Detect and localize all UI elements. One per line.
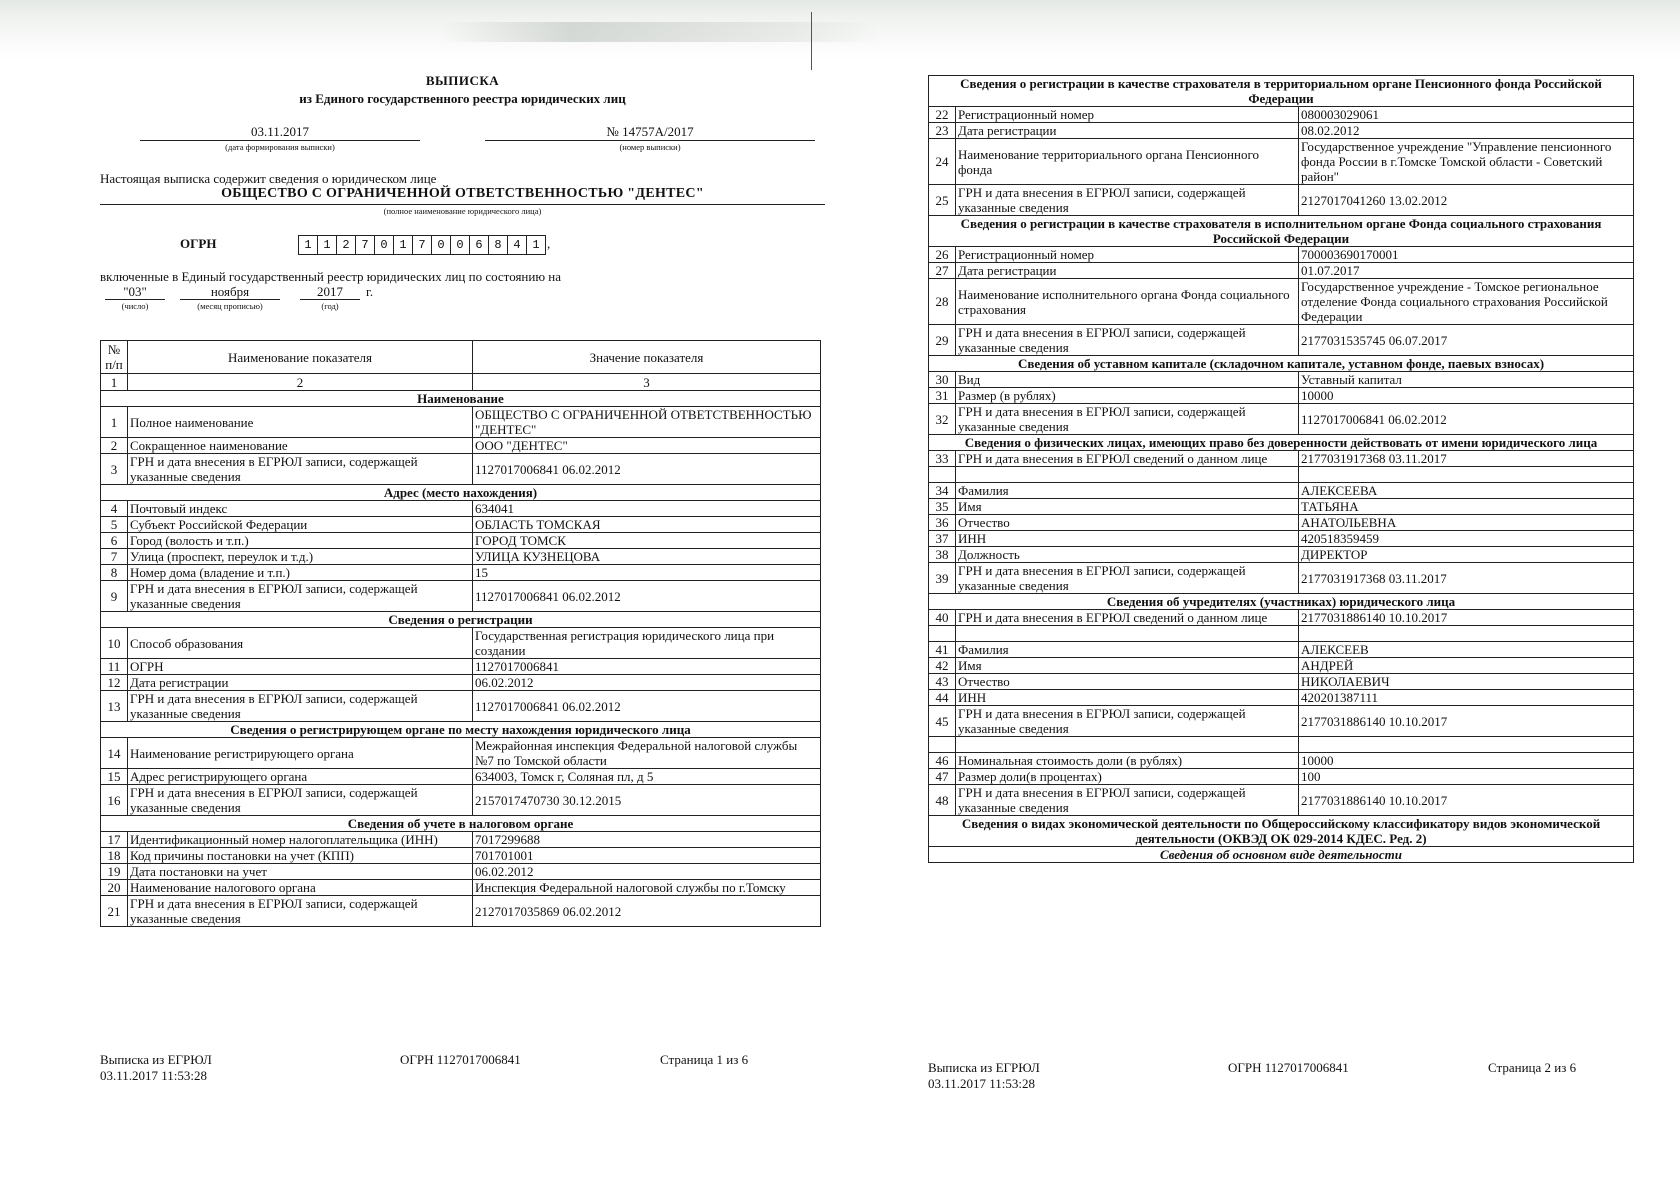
ogrn-digit: 1 bbox=[532, 238, 540, 252]
table-row bbox=[929, 769, 1634, 785]
section-header: Сведения о физических лицах, имеющих право без доверенности действовать от имени юридического лица bbox=[929, 435, 1634, 451]
footer-timestamp-p1: 03.11.2017 11:53:28 bbox=[100, 1068, 208, 1083]
section-row bbox=[101, 485, 821, 501]
section-header: Сведения о видах экономической деятельности по Общероссийскому классификатору видов экономической деятельности (ОКВЭД ОК 029-2014 КДЕС. Ред. 2) bbox=[929, 816, 1634, 847]
table-row bbox=[101, 785, 821, 816]
row-number: 43 bbox=[929, 674, 956, 690]
blank-row bbox=[929, 626, 1634, 642]
intro-text: Настоящая выписка содержит сведения о юридическом лице bbox=[100, 171, 437, 186]
table-row bbox=[101, 565, 821, 581]
row-label: Дата постановки на учет bbox=[128, 864, 473, 880]
table-row bbox=[101, 517, 821, 533]
table-row bbox=[929, 139, 1634, 185]
row-label: Фамилия bbox=[956, 483, 1299, 499]
section-header: Сведения о регистрации bbox=[101, 612, 821, 628]
table-row bbox=[929, 753, 1634, 769]
table-row bbox=[929, 325, 1634, 356]
row-label: ГРН и дата внесения в ЕГРЮЛ записи, содержащей указанные сведения bbox=[128, 896, 473, 927]
row-label: Адрес регистрирующего органа bbox=[128, 769, 473, 785]
row-number: 9 bbox=[101, 581, 128, 612]
row-value: УЛИЦА КУЗНЕЦОВА bbox=[473, 549, 821, 565]
table-row bbox=[929, 706, 1634, 737]
ogrn-digit: 0 bbox=[451, 236, 470, 254]
footer-ogrn-p1: ОГРН 1127017006841 bbox=[400, 1052, 521, 1067]
registry-table-page-1 bbox=[100, 340, 821, 927]
blank-row bbox=[929, 737, 1634, 753]
document-subtitle: из Единого государственного реестра юридических лиц bbox=[299, 91, 626, 106]
row-number: 22 bbox=[929, 107, 956, 123]
section-row bbox=[929, 816, 1634, 847]
table-row bbox=[929, 674, 1634, 690]
section-row bbox=[101, 722, 821, 738]
row-number: 28 bbox=[929, 279, 956, 325]
ogrn-digit: 1 bbox=[318, 236, 337, 254]
row-value: 2127017041260 13.02.2012 bbox=[1299, 185, 1634, 216]
row-label: Фамилия bbox=[956, 642, 1299, 658]
row-value: ТАТЬЯНА bbox=[1299, 499, 1634, 515]
ogrn-digit: 1 bbox=[299, 236, 318, 254]
row-number: 46 bbox=[929, 753, 956, 769]
row-label: ОГРН bbox=[128, 659, 473, 675]
table-row bbox=[929, 247, 1634, 263]
ogrn-digit: 4 bbox=[508, 236, 527, 254]
state-day: "03" bbox=[123, 284, 147, 299]
row-label: Дата регистрации bbox=[956, 263, 1299, 279]
row-number: 35 bbox=[929, 499, 956, 515]
row-value: АЛЕКСЕЕВ bbox=[1299, 642, 1634, 658]
row-number: 11 bbox=[101, 659, 128, 675]
section-row bbox=[929, 76, 1634, 107]
row-number: 21 bbox=[101, 896, 128, 927]
table-row bbox=[929, 515, 1634, 531]
row-label: ГРН и дата внесения в ЕГРЮЛ записи, содержащей указанные сведения bbox=[956, 325, 1299, 356]
row-number: 31 bbox=[929, 388, 956, 404]
ogrn-digit: 2 bbox=[337, 236, 356, 254]
row-value: 10000 bbox=[1299, 753, 1634, 769]
table-row bbox=[101, 533, 821, 549]
section-header: Сведения об учете в налоговом органе bbox=[101, 816, 821, 832]
row-label: Отчество bbox=[956, 515, 1299, 531]
day-caption: (число) bbox=[121, 301, 149, 311]
table-row bbox=[101, 848, 821, 864]
footer-timestamp-p2: 03.11.2017 11:53:28 bbox=[928, 1076, 1036, 1091]
statement-date: 03.11.2017 bbox=[250, 124, 310, 139]
ogrn-digit-boxes bbox=[298, 235, 546, 255]
row-label: Имя bbox=[956, 499, 1299, 515]
row-value: Государственное учреждение - Томское региональное отделение Фонда социального страхования Российской Федерации bbox=[1299, 279, 1634, 325]
section-row bbox=[929, 435, 1634, 451]
row-number: 13 bbox=[101, 691, 128, 722]
row-value: ГОРОД ТОМСК bbox=[473, 533, 821, 549]
header-index-1: 1 bbox=[101, 374, 128, 391]
row-number: 41 bbox=[929, 642, 956, 658]
footer-ogrn-p2: ОГРН 1127017006841 bbox=[1228, 1060, 1349, 1075]
table-row bbox=[929, 451, 1634, 467]
row-value: 1127017006841 06.02.2012 bbox=[473, 581, 821, 612]
row-value: 1127017006841 06.02.2012 bbox=[473, 691, 821, 722]
row-value: 15 bbox=[473, 565, 821, 581]
row-value: АНДРЕЙ bbox=[1299, 658, 1634, 674]
section-header: Сведения об уставном капитале (складочном капитале, уставном фонде, паевых взносах) bbox=[929, 356, 1634, 372]
row-number: 15 bbox=[101, 769, 128, 785]
row-number: 44 bbox=[929, 690, 956, 706]
row-number: 48 bbox=[929, 785, 956, 816]
row-number: 4 bbox=[101, 501, 128, 517]
row-value: 634041 bbox=[473, 501, 821, 517]
row-label: Наименование налогового органа bbox=[128, 880, 473, 896]
row-value: ООО "ДЕНТЕС" bbox=[473, 438, 821, 454]
row-value: 01.07.2017 bbox=[1299, 263, 1634, 279]
row-value: 10000 bbox=[1299, 388, 1634, 404]
table-row bbox=[929, 388, 1634, 404]
row-value: 2127017035869 06.02.2012 bbox=[473, 896, 821, 927]
row-number: 2 bbox=[101, 438, 128, 454]
table-row bbox=[929, 483, 1634, 499]
table-row bbox=[101, 501, 821, 517]
ogrn-digit: 0 bbox=[432, 236, 451, 254]
row-label: Регистрационный номер bbox=[956, 247, 1299, 263]
section-header: Сведения об учредителях (участниках) юридического лица bbox=[929, 594, 1634, 610]
row-value: Межрайонная инспекция Федеральной налоговой службы №7 по Томской области bbox=[473, 738, 821, 769]
row-value: 08.02.2012 bbox=[1299, 123, 1634, 139]
ogrn-digit: 6 bbox=[470, 236, 489, 254]
row-number: 27 bbox=[929, 263, 956, 279]
table-row bbox=[929, 785, 1634, 816]
statement-number-caption: (номер выписки) bbox=[619, 142, 681, 152]
section-header: Наименование bbox=[101, 391, 821, 407]
page-fold-line bbox=[811, 12, 812, 70]
row-label: Наименование регистрирующего органа bbox=[128, 738, 473, 769]
row-number: 10 bbox=[101, 628, 128, 659]
row-label: ГРН и дата внесения в ЕГРЮЛ записи, содержащей указанные сведения bbox=[956, 185, 1299, 216]
table-row bbox=[929, 610, 1634, 626]
row-number: 47 bbox=[929, 769, 956, 785]
organization-name: ОБЩЕСТВО С ОГРАНИЧЕННОЙ ОТВЕТСТВЕННОСТЬЮ "ДЕНТЕС" bbox=[221, 186, 704, 201]
state-year: 2017 bbox=[317, 284, 343, 299]
row-value: ОБЛАСТЬ ТОМСКАЯ bbox=[473, 517, 821, 533]
table-row bbox=[101, 659, 821, 675]
row-label: ГРН и дата внесения в ЕГРЮЛ сведений о данном лице bbox=[956, 451, 1299, 467]
section-row bbox=[101, 612, 821, 628]
row-label: ГРН и дата внесения в ЕГРЮЛ записи, содержащей указанные сведения bbox=[956, 706, 1299, 737]
row-number: 36 bbox=[929, 515, 956, 531]
table-row bbox=[101, 581, 821, 612]
row-label: Должность bbox=[956, 547, 1299, 563]
row-number: 3 bbox=[101, 454, 128, 485]
footer-source-p2: Выписка из ЕГРЮЛ bbox=[928, 1060, 1040, 1075]
row-label: Наименование исполнительного органа Фонда социального страхования bbox=[956, 279, 1299, 325]
row-number: 6 bbox=[101, 533, 128, 549]
row-value: 420518359459 bbox=[1299, 531, 1634, 547]
footer-page-p2: Страница 2 из 6 bbox=[1488, 1060, 1577, 1075]
table-row bbox=[101, 628, 821, 659]
row-number: 40 bbox=[929, 610, 956, 626]
row-value: 1127017006841 06.02.2012 bbox=[473, 454, 821, 485]
row-value: Уставный капитал bbox=[1299, 372, 1634, 388]
scan-artifact-bar bbox=[440, 22, 880, 42]
row-value: 420201387111 bbox=[1299, 690, 1634, 706]
row-label: Идентификационный номер налогоплательщика (ИНН) bbox=[128, 832, 473, 848]
row-label: Улица (проспект, переулок и т.д.) bbox=[128, 549, 473, 565]
row-label: Имя bbox=[956, 658, 1299, 674]
row-label: Номинальная стоимость доли (в рублях) bbox=[956, 753, 1299, 769]
row-value: 06.02.2012 bbox=[473, 675, 821, 691]
row-number: 29 bbox=[929, 325, 956, 356]
ogrn-digit: 8 bbox=[489, 236, 508, 254]
table-row bbox=[101, 438, 821, 454]
row-number: 8 bbox=[101, 565, 128, 581]
document-title: ВЫПИСКА bbox=[425, 73, 500, 88]
subsection-header: Сведения об основном виде деятельности bbox=[929, 847, 1634, 863]
table-row bbox=[101, 549, 821, 565]
row-value: ОБЩЕСТВО С ОГРАНИЧЕННОЙ ОТВЕТСТВЕННОСТЬЮ "ДЕНТЕС" bbox=[473, 407, 821, 438]
row-label: Наименование территориального органа Пенсионного фонда bbox=[956, 139, 1299, 185]
section-header: Сведения о регистрирующем органе по месту нахождения юридического лица bbox=[101, 722, 821, 738]
row-number: 23 bbox=[929, 123, 956, 139]
row-label: Размер (в рублях) bbox=[956, 388, 1299, 404]
footer-page-p1: Страница 1 из 6 bbox=[660, 1052, 749, 1067]
section-row bbox=[929, 356, 1634, 372]
row-number: 19 bbox=[101, 864, 128, 880]
table-row bbox=[929, 531, 1634, 547]
table-row bbox=[929, 690, 1634, 706]
footer-source-p1: Выписка из ЕГРЮЛ bbox=[100, 1052, 212, 1067]
row-label: Сокращенное наименование bbox=[128, 438, 473, 454]
row-label: ГРН и дата внесения в ЕГРЮЛ записи, содержащей указанные сведения bbox=[128, 454, 473, 485]
row-label: ГРН и дата внесения в ЕГРЮЛ записи, содержащей указанные сведения bbox=[956, 563, 1299, 594]
table-row bbox=[101, 864, 821, 880]
row-number: 24 bbox=[929, 139, 956, 185]
registry-table-page-2 bbox=[928, 75, 1634, 863]
section-row bbox=[101, 816, 821, 832]
section-row bbox=[929, 216, 1634, 247]
row-label: Вид bbox=[956, 372, 1299, 388]
row-value: 2157017470730 30.12.2015 bbox=[473, 785, 821, 816]
header-num: № п/п bbox=[101, 341, 128, 374]
row-number: 17 bbox=[101, 832, 128, 848]
included-text: включенные в Единый государственный реестр юридических лиц по состоянию на bbox=[100, 269, 562, 284]
row-value: АНАТОЛЬЕВНА bbox=[1299, 515, 1634, 531]
row-number: 12 bbox=[101, 675, 128, 691]
row-label: ГРН и дата внесения в ЕГРЮЛ записи, содержащей указанные сведения bbox=[128, 581, 473, 612]
section-row bbox=[929, 847, 1634, 863]
section-header: Сведения о регистрации в качестве страхователя в исполнительном органе Фонда социального страхования Российской Федерации bbox=[929, 216, 1634, 247]
row-value: 700003690170001 bbox=[1299, 247, 1634, 263]
row-number: 7 bbox=[101, 549, 128, 565]
row-label: ИНН bbox=[956, 690, 1299, 706]
table-row bbox=[929, 563, 1634, 594]
header-name: Наименование показателя bbox=[128, 341, 473, 374]
ogrn-digit: 7 bbox=[356, 236, 375, 254]
row-value: 2177031886140 10.10.2017 bbox=[1299, 706, 1634, 737]
section-header: Сведения о регистрации в качестве страхователя в территориальном органе Пенсионного фонда Российской Федерации bbox=[929, 76, 1634, 107]
row-number: 45 bbox=[929, 706, 956, 737]
row-value: АЛЕКСЕЕВА bbox=[1299, 483, 1634, 499]
row-label: ГРН и дата внесения в ЕГРЮЛ записи, содержащей указанные сведения bbox=[128, 785, 473, 816]
state-month: ноября bbox=[210, 284, 250, 299]
row-number: 16 bbox=[101, 785, 128, 816]
row-label: ГРН и дата внесения в ЕГРЮЛ сведений о данном лице bbox=[956, 610, 1299, 626]
statement-date-caption: (дата формирования выписки) bbox=[225, 142, 335, 152]
ogrn-label: ОГРН bbox=[180, 236, 217, 251]
row-number: 14 bbox=[101, 738, 128, 769]
row-label: Способ образования bbox=[128, 628, 473, 659]
row-value: НИКОЛАЕВИЧ bbox=[1299, 674, 1634, 690]
section-row bbox=[101, 391, 821, 407]
month-caption: (месяц прописью) bbox=[197, 301, 263, 311]
row-value: 2177031886140 10.10.2017 bbox=[1299, 610, 1634, 626]
row-number: 39 bbox=[929, 563, 956, 594]
row-number: 42 bbox=[929, 658, 956, 674]
table-row bbox=[929, 107, 1634, 123]
row-value: 1127017006841 06.02.2012 bbox=[1299, 404, 1634, 435]
state-year-suffix: г. bbox=[366, 284, 374, 299]
row-value: Государственная регистрация юридического лица при создании bbox=[473, 628, 821, 659]
table-row bbox=[101, 675, 821, 691]
row-value: 2177031917368 03.11.2017 bbox=[1299, 451, 1634, 467]
table-row bbox=[101, 769, 821, 785]
row-number: 33 bbox=[929, 451, 956, 467]
year-caption: (год) bbox=[321, 301, 339, 311]
row-value: 2177031917368 03.11.2017 bbox=[1299, 563, 1634, 594]
row-value: 2177031886140 10.10.2017 bbox=[1299, 785, 1634, 816]
row-value: Государственное учреждение "Управление пенсионного фонда России в г.Томске Томской области - Советский район" bbox=[1299, 139, 1634, 185]
section-row bbox=[929, 594, 1634, 610]
table-row bbox=[929, 547, 1634, 563]
row-number: 20 bbox=[101, 880, 128, 896]
table-row bbox=[929, 185, 1634, 216]
table-row bbox=[101, 832, 821, 848]
ogrn-digit: 1 bbox=[394, 236, 413, 254]
row-value: 7017299688 bbox=[473, 832, 821, 848]
row-label: Дата регистрации bbox=[956, 123, 1299, 139]
row-value: 2177031535745 06.07.2017 bbox=[1299, 325, 1634, 356]
table-row bbox=[929, 658, 1634, 674]
header-index-3: 3 bbox=[473, 374, 821, 391]
blank-row bbox=[929, 467, 1634, 483]
row-label: Почтовый индекс bbox=[128, 501, 473, 517]
row-label: ГРН и дата внесения в ЕГРЮЛ записи, содержащей указанные сведения bbox=[956, 404, 1299, 435]
row-label: Полное наименование bbox=[128, 407, 473, 438]
ogrn-digit: 7 bbox=[413, 236, 432, 254]
row-value: 1127017006841 bbox=[473, 659, 821, 675]
row-label: Номер дома (владение и т.п.) bbox=[128, 565, 473, 581]
row-number: 30 bbox=[929, 372, 956, 388]
row-label: Субъект Российской Федерации bbox=[128, 517, 473, 533]
row-number: 25 bbox=[929, 185, 956, 216]
row-number: 38 bbox=[929, 547, 956, 563]
row-value: 080003029061 bbox=[1299, 107, 1634, 123]
row-label: Регистрационный номер bbox=[956, 107, 1299, 123]
row-number: 32 bbox=[929, 404, 956, 435]
row-label: ИНН bbox=[956, 531, 1299, 547]
table-row bbox=[929, 499, 1634, 515]
table-row bbox=[101, 407, 821, 438]
row-number: 34 bbox=[929, 483, 956, 499]
row-label: Город (волость и т.п.) bbox=[128, 533, 473, 549]
row-value: 06.02.2012 bbox=[473, 864, 821, 880]
organization-name-caption: (полное наименование юридического лица) bbox=[383, 206, 542, 216]
table-row bbox=[101, 738, 821, 769]
header-value: Значение показателя bbox=[473, 341, 821, 374]
table-row bbox=[929, 404, 1634, 435]
header-index-2: 2 bbox=[128, 374, 473, 391]
row-label: ГРН и дата внесения в ЕГРЮЛ записи, содержащей указанные сведения bbox=[128, 691, 473, 722]
table-row bbox=[929, 372, 1634, 388]
row-number: 37 bbox=[929, 531, 956, 547]
row-value: 701701001 bbox=[473, 848, 821, 864]
table-row bbox=[101, 454, 821, 485]
row-label: Размер доли(в процентах) bbox=[956, 769, 1299, 785]
table-row bbox=[929, 279, 1634, 325]
row-value: 100 bbox=[1299, 769, 1634, 785]
statement-number: № 14757А/2017 bbox=[606, 124, 694, 139]
table-row bbox=[929, 123, 1634, 139]
row-value: Инспекция Федеральной налоговой службы по г.Томску bbox=[473, 880, 821, 896]
row-label: Код причины постановки на учет (КПП) bbox=[128, 848, 473, 864]
table-row bbox=[929, 642, 1634, 658]
row-value: 634003, Томск г, Соляная пл, д 5 bbox=[473, 769, 821, 785]
row-label: ГРН и дата внесения в ЕГРЮЛ записи, содержащей указанные сведения bbox=[956, 785, 1299, 816]
row-value: ДИРЕКТОР bbox=[1299, 547, 1634, 563]
table-row bbox=[101, 896, 821, 927]
table-row bbox=[101, 880, 821, 896]
row-number: 1 bbox=[101, 407, 128, 438]
ogrn-digit: 0 bbox=[375, 236, 394, 254]
row-label: Дата регистрации bbox=[128, 675, 473, 691]
row-label: Отчество bbox=[956, 674, 1299, 690]
row-number: 26 bbox=[929, 247, 956, 263]
table-row bbox=[929, 263, 1634, 279]
section-header: Адрес (место нахождения) bbox=[101, 485, 821, 501]
table-row bbox=[101, 691, 821, 722]
row-number: 18 bbox=[101, 848, 128, 864]
row-number: 5 bbox=[101, 517, 128, 533]
